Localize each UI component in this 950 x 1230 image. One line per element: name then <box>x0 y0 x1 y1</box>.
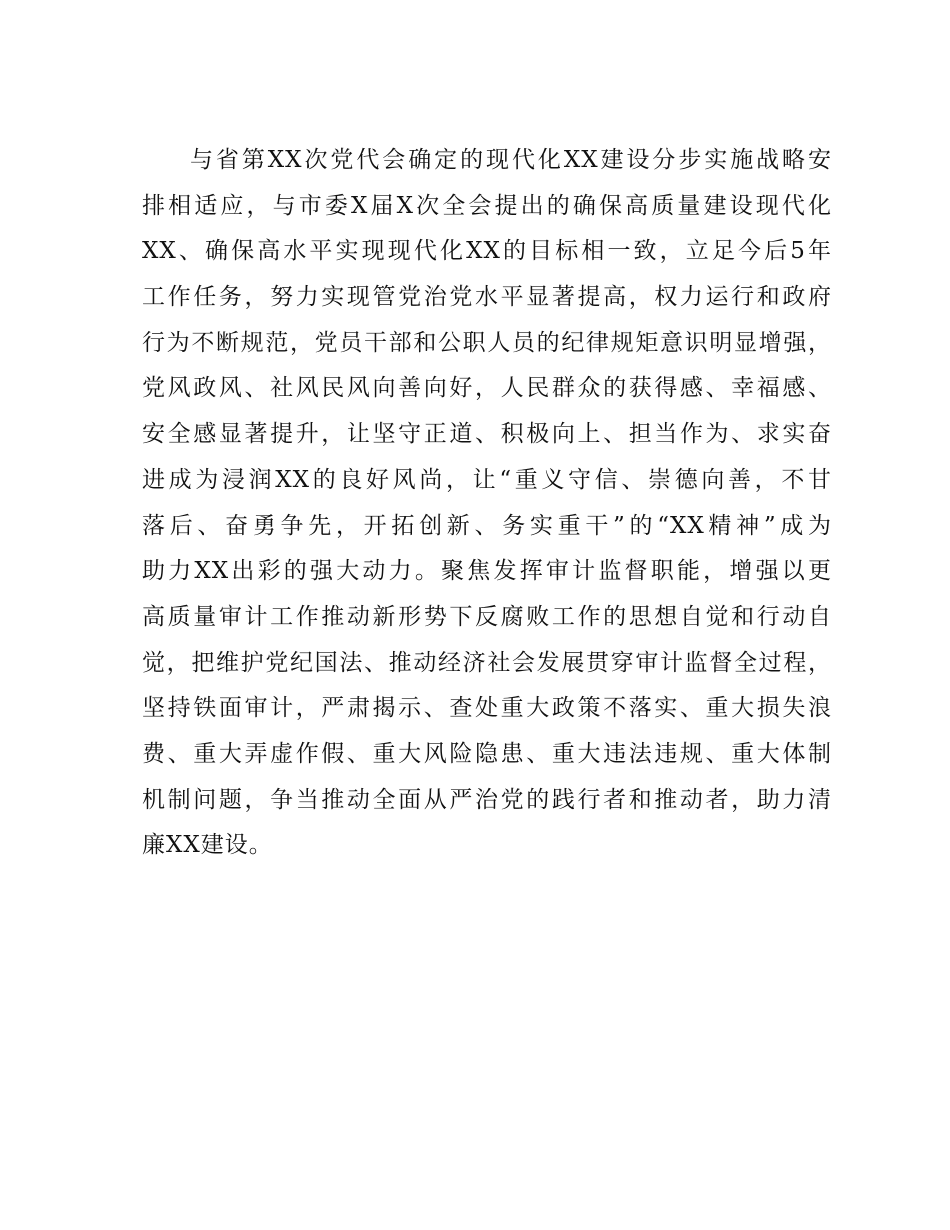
paragraph-line-7: 安全感显著提升，让坚守正道、积极向上、担当作为、求实奋 <box>142 421 832 448</box>
paragraph-line-4: 工作任务，努力实现管党治党水平显著提高，权力运行和政府 <box>142 284 832 311</box>
paragraph-line-3: XX、确保高水平实现现代化XX的目标相一致，立足今后5年 <box>142 238 832 265</box>
paragraph-line-10: 助力XX出彩的强大动力。聚焦发挥审计监督职能，增强以更 <box>142 558 832 585</box>
paragraph-line-8: 进成为浸润XX的良好风尚，让“重义守信、崇德向善，不甘 <box>142 466 832 493</box>
paragraph-line-13: 坚持铁面审计，严肃揭示、查处重大政策不落实、重大损失浪 <box>142 695 832 722</box>
paragraph-line-11: 高质量审计工作推动新形势下反腐败工作的思想自觉和行动自 <box>142 603 832 630</box>
paragraph-line-12: 觉，把维护党纪国法、推动经济社会发展贯穿审计监督全过程， <box>142 649 832 676</box>
paragraph-line-9: 落后、奋勇争先，开拓创新、务实重干”的“XX精神”成为 <box>142 512 832 539</box>
paragraph-line-16: 廉XX建设。 <box>142 832 273 859</box>
paragraph-line-6: 党风政风、社风民风向善向好，人民群众的获得感、幸福感、 <box>142 375 832 402</box>
paragraph-line-2: 排相适应，与市委X届X次全会提出的确保高质量建设现代化 <box>142 192 832 219</box>
body-paragraph <box>142 138 832 869</box>
paragraph-line-5: 行为不断规范，党员干部和公职人员的纪律规矩意识明显增强， <box>142 329 832 356</box>
paragraph-line-1: 与省第XX次党代会确定的现代化XX建设分步实施战略安 <box>190 147 832 173</box>
paragraph-line-15: 机制问题，争当推动全面从严治党的践行者和推动者，助力清 <box>142 786 832 813</box>
paragraph-line-14: 费、重大弄虚作假、重大风险隐患、重大违法违规、重大体制 <box>142 740 832 767</box>
